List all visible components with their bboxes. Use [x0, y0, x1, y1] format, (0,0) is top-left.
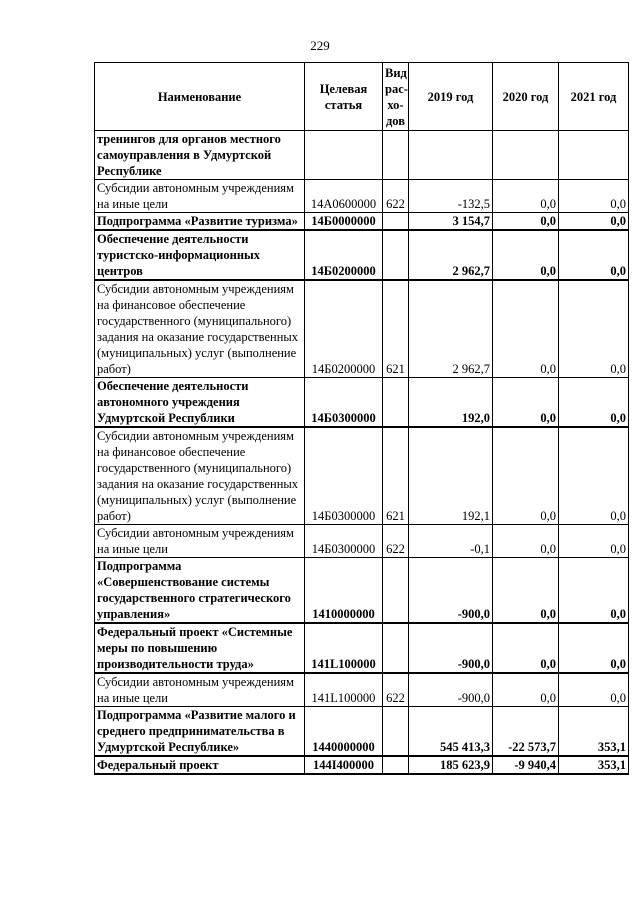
cell-name: Подпрограмма «Развитие туризма»	[95, 213, 305, 231]
cell-y2020: 0,0	[493, 427, 559, 525]
header-type: Вид рас-хо-дов	[383, 63, 409, 131]
cell-y2021: 0,0	[559, 558, 629, 624]
cell-y2019: 545 413,3	[409, 707, 493, 757]
cell-y2021: 0,0	[559, 230, 629, 280]
table-row	[95, 673, 629, 707]
header-row	[95, 63, 629, 131]
header-2019: 2019 год	[409, 63, 493, 131]
table-row	[95, 230, 629, 280]
budget-table	[94, 62, 629, 775]
cell-name: Федеральный проект	[95, 756, 305, 774]
cell-y2019: 192,1	[409, 427, 493, 525]
cell-type: 621	[383, 427, 409, 525]
cell-y2020: 0,0	[493, 558, 559, 624]
cell-name: Субсидии автономным учреждениям на иные цели	[95, 673, 305, 707]
cell-name: тренингов для органов местного самоуправления в Удмуртской Республике	[95, 131, 305, 180]
cell-name: Подпрограмма «Совершенствование системы государственного стратегического управления»	[95, 558, 305, 624]
cell-type	[383, 623, 409, 673]
cell-code: 14Б0200000	[305, 280, 383, 378]
page-number: 229	[310, 38, 330, 53]
cell-y2020: 0,0	[493, 623, 559, 673]
cell-y2021: 0,0	[559, 280, 629, 378]
cell-name: Субсидии автономным учреждениям на финансовое обеспечение государственного (муниципального) задания на оказание государственных (муниципальных) услуг (выполнение работ)	[95, 280, 305, 378]
cell-type: 621	[383, 280, 409, 378]
cell-type	[383, 213, 409, 231]
cell-y2019: 3 154,7	[409, 213, 493, 231]
table-row	[95, 525, 629, 558]
cell-y2021: 0,0	[559, 623, 629, 673]
cell-y2019: 2 962,7	[409, 280, 493, 378]
cell-y2019: -0,1	[409, 525, 493, 558]
cell-y2019	[409, 131, 493, 180]
cell-y2021: 0,0	[559, 525, 629, 558]
cell-code: 141L100000	[305, 623, 383, 673]
cell-y2019: -900,0	[409, 673, 493, 707]
header-code: Целевая статья	[305, 63, 383, 131]
cell-type	[383, 707, 409, 757]
cell-y2020	[493, 131, 559, 180]
cell-y2019: -900,0	[409, 623, 493, 673]
cell-code: 14Б0300000	[305, 378, 383, 428]
cell-y2021: 353,1	[559, 756, 629, 774]
cell-y2019: -900,0	[409, 558, 493, 624]
cell-type	[383, 230, 409, 280]
cell-type: 622	[383, 673, 409, 707]
cell-code: 14Б0300000	[305, 427, 383, 525]
cell-type	[383, 756, 409, 774]
table-row	[95, 280, 629, 378]
cell-y2021: 0,0	[559, 180, 629, 213]
cell-y2020: -9 940,4	[493, 756, 559, 774]
cell-code	[305, 131, 383, 180]
cell-y2021: 353,1	[559, 707, 629, 757]
cell-y2021	[559, 131, 629, 180]
cell-y2020: 0,0	[493, 230, 559, 280]
cell-code: 14Б0000000	[305, 213, 383, 231]
table-row	[95, 558, 629, 624]
cell-y2020: -22 573,7	[493, 707, 559, 757]
table-row	[95, 213, 629, 231]
cell-code: 141L100000	[305, 673, 383, 707]
cell-y2021: 0,0	[559, 378, 629, 428]
cell-y2020: 0,0	[493, 280, 559, 378]
cell-code: 14А0600000	[305, 180, 383, 213]
cell-code: 14Б0200000	[305, 230, 383, 280]
table-body	[95, 131, 629, 775]
table-row	[95, 707, 629, 757]
cell-y2019: 192,0	[409, 378, 493, 428]
header-2020: 2020 год	[493, 63, 559, 131]
cell-y2020: 0,0	[493, 213, 559, 231]
cell-code: 1440000000	[305, 707, 383, 757]
cell-type: 622	[383, 180, 409, 213]
cell-name: Обеспечение деятельности автономного учреждения Удмуртской Республики	[95, 378, 305, 428]
cell-name: Субсидии автономным учреждениям на иные цели	[95, 525, 305, 558]
cell-name: Субсидии автономным учреждениям на иные цели	[95, 180, 305, 213]
cell-y2021: 0,0	[559, 427, 629, 525]
table-row	[95, 131, 629, 180]
cell-code: 14Б0300000	[305, 525, 383, 558]
cell-y2021: 0,0	[559, 213, 629, 231]
header-2021: 2021 год	[559, 63, 629, 131]
cell-name: Субсидии автономным учреждениям на финансовое обеспечение государственного (муниципального) задания на оказание государственных (муниципальных) услуг (выполнение работ)	[95, 427, 305, 525]
cell-type: 622	[383, 525, 409, 558]
cell-y2019: 2 962,7	[409, 230, 493, 280]
header-name: Наименование	[95, 63, 305, 131]
cell-name: Подпрограмма «Развитие малого и среднего предпринимательства в Удмуртской Республике»	[95, 707, 305, 757]
cell-type	[383, 558, 409, 624]
table-row	[95, 756, 629, 774]
cell-y2020: 0,0	[493, 525, 559, 558]
cell-code: 1410000000	[305, 558, 383, 624]
cell-y2020: 0,0	[493, 673, 559, 707]
cell-name: Федеральный проект «Системные меры по повышению производительности труда»	[95, 623, 305, 673]
cell-y2019: 185 623,9	[409, 756, 493, 774]
table-row	[95, 427, 629, 525]
cell-y2020: 0,0	[493, 180, 559, 213]
cell-type	[383, 131, 409, 180]
table-row	[95, 180, 629, 213]
table-row	[95, 378, 629, 428]
cell-y2021: 0,0	[559, 673, 629, 707]
cell-y2019: -132,5	[409, 180, 493, 213]
cell-name: Обеспечение деятельности туристско-информационных центров	[95, 230, 305, 280]
table-row	[95, 623, 629, 673]
cell-code: 144I400000	[305, 756, 383, 774]
cell-y2020: 0,0	[493, 378, 559, 428]
cell-type	[383, 378, 409, 428]
